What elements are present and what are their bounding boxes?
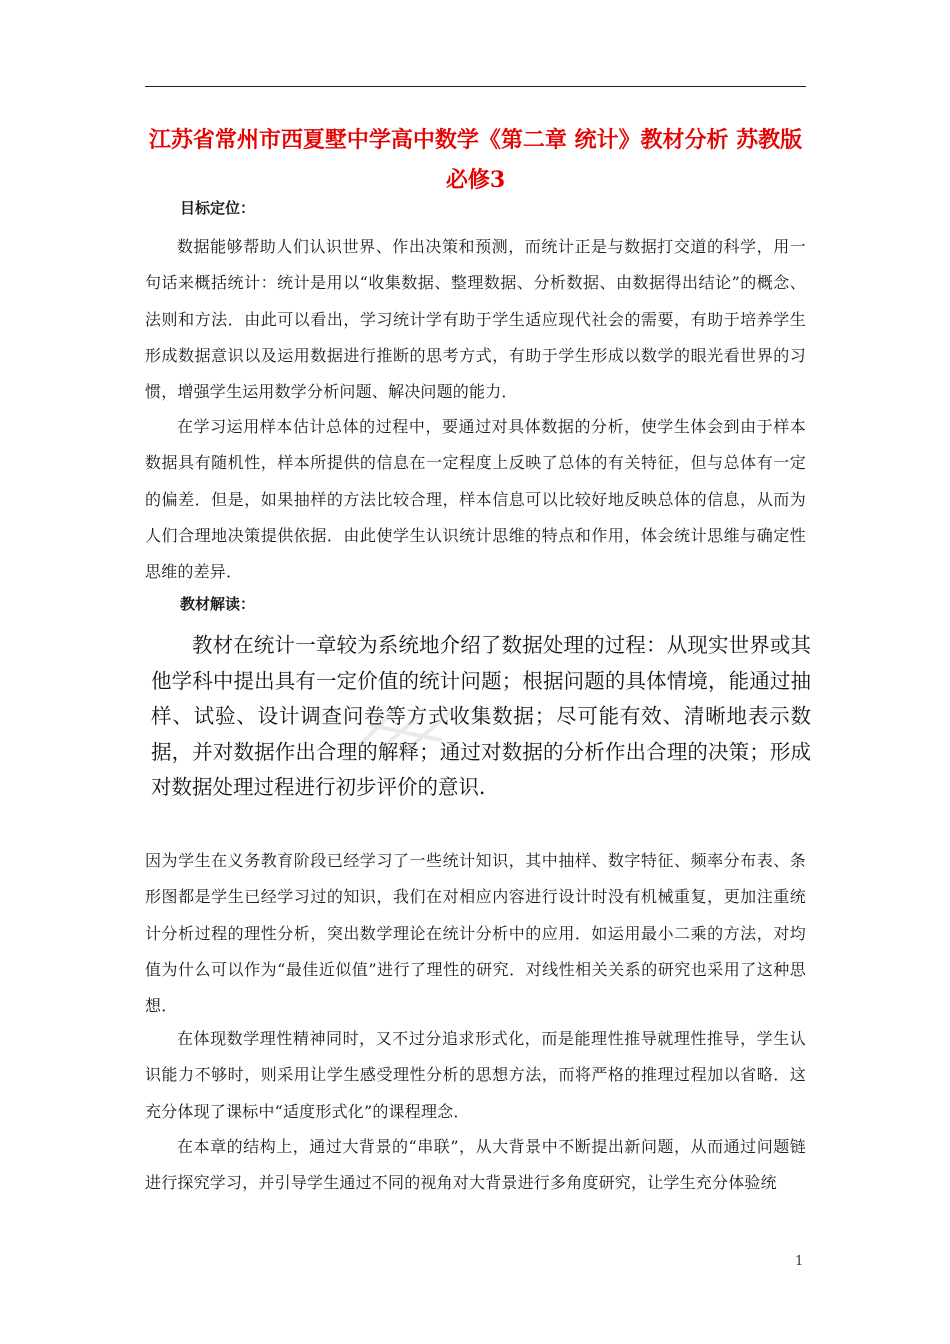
watermark-stamp [350,690,470,760]
material-paragraph-3: 在本章的结构上，通过大背景的“串联”，从大背景中不断提出新问题，从而通过问题链进行探究学习，并引导学生通过不同的视角对大背景进行多角度研究，让学生充分体验统 [145,1137,806,1193]
section-heading-material: 教材解读： [180,595,256,613]
section-heading-goal: 目标定位： [180,199,256,217]
page-number: 1 [795,1254,804,1269]
scanned-excerpt-text: 教材在统计一章较为系统地介绍了数据处理的过程：从现实世界或其他学科中提出具有一定价值的统计问题；根据问题的具体情境，能通过抽样、试验、设计调查问卷等方式收集数据；尽可能有效、清晰地表示数据，并对数据作出合理的解释；通过对数据的分析作出合理的决策；形成对数据处理过程进行初步评价的意识． [151,633,811,799]
material-paragraph-2: 在体现数学理性精神同时，又不过分追求形式化，而是能理性推导就理性推导，学生认识能力不够时，则采用让学生感受理性分析的思想方法，而将严格的推理过程加以省略．这充分体现了课标中“适度形式化”的课程理念． [145,1029,806,1121]
scanned-excerpt [145,628,815,818]
top-rule [145,86,806,87]
material-paragraph-1: 因为学生在义务教育阶段已经学习了一些统计知识，其中抽样、数字特征、频率分布表、条形图都是学生已经学习过的知识，我们在对相应内容进行设计时没有机械重复，更加注重统计分析过程的理性分析，突出数学理论在统计分析中的应用．如运用最小二乘的方法，对均值为什么可以作为“最佳近似值”进行了理性的研究．对线性相关关系的研究也采用了这种思想． [145,851,806,1016]
document-title: 江苏省常州市西夏墅中学高中数学《第二章 统计》教材分析 苏教版必修3 [148,127,803,193]
goal-paragraph-2: 在学习运用样本估计总体的过程中，要通过对具体数据的分析，使学生体会到由于样本数据具有随机性，样本所提供的信息在一定程度上反映了总体的有关特征，但与总体有一定的偏差．但是，如果抽样的方法比较合理，样本信息可以比较好地反映总体的信息，从而为人们合理地决策提供依据．由此使学生认识统计思维的特点和作用，体会统计思维与确定性思维的差异． [145,417,806,582]
goal-paragraph-1: 数据能够帮助人们认识世界、作出决策和预测，而统计正是与数据打交道的科学，用一句话来概括统计：统计是用以“收集数据、整理数据、分析数据、由数据得出结论”的概念、法则和方法．由此可以看出，学习统计学有助于学生适应现代社会的需要，有助于培养学生形成数据意识以及运用数据进行推断的思考方式，有助于学生形成以数学的眼光看世界的习惯，增强学生运用数学分析问题、解决问题的能力． [145,237,806,402]
